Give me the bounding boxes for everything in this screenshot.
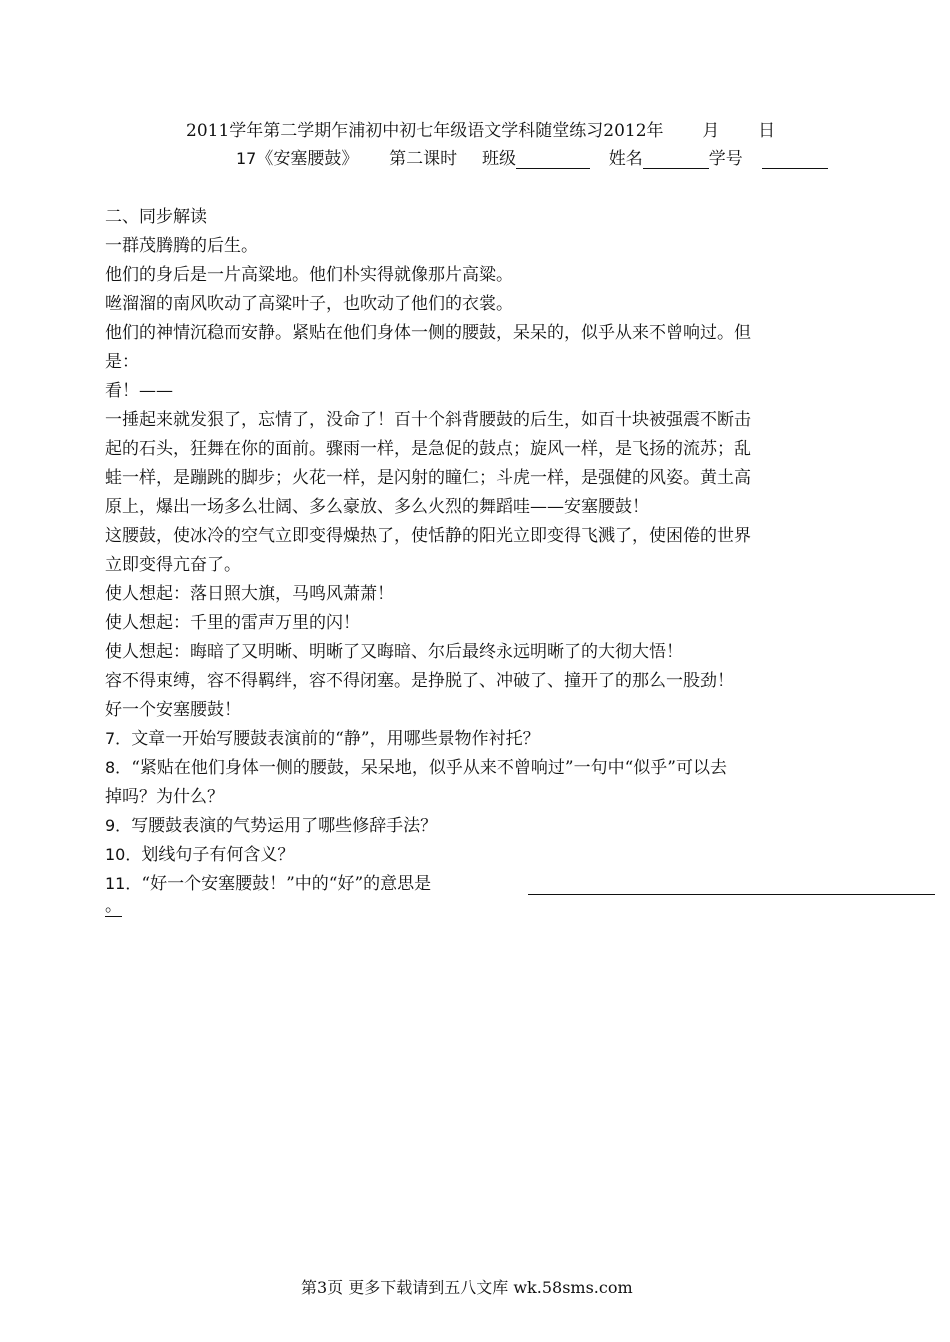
- question-number: 7．: [105, 729, 132, 748]
- header-line-1: [186, 121, 775, 141]
- passage-line: 立即变得亢奋了。: [105, 555, 241, 575]
- header-title: 2011学年第二学期乍浦初中初七年级语文学科随堂练习2012年: [186, 121, 664, 141]
- question-end-mark: 。: [105, 896, 122, 916]
- id-blank[interactable]: [762, 150, 828, 169]
- question-8: [105, 758, 727, 778]
- lesson-title: 《安塞腰鼓》: [256, 149, 359, 169]
- lesson-period: 第二课时: [389, 149, 458, 169]
- question-text: “紧贴在他们身体一侧的腰鼓，呆呆地，似乎从来不曾响过”一句中“似乎”可以去: [131, 758, 727, 778]
- page-footer: 第3页 更多下载请到五八文库 wk.58sms.com: [301, 1278, 633, 1297]
- class-label: 班级: [481, 149, 516, 169]
- passage-line: 是：: [105, 352, 139, 372]
- passage-line: 咝溜溜的南风吹动了高粱叶子，也吹动了他们的衣裳。: [105, 294, 513, 314]
- passage-line: 好一个安塞腰鼓！: [105, 700, 241, 720]
- answer-blank[interactable]: [528, 894, 935, 895]
- question-8-continued: 掉吗？为什么？: [105, 787, 224, 807]
- passage-line: 一群茂腾腾的后生。: [105, 236, 258, 256]
- question-9: [105, 816, 437, 836]
- question-text: “好一个安塞腰鼓！”中的“好”的意思是: [141, 874, 432, 894]
- passage-line: 他们的神情沉稳而安静。紧贴在他们身体一侧的腰鼓，呆呆的，似乎从来不曾响过。但: [105, 323, 751, 343]
- header-month: 月: [702, 121, 720, 141]
- passage-line: 一捶起来就发狠了，忘情了，没命了！百十个斜背腰鼓的后生，如百十块被强震不断击: [105, 410, 751, 430]
- section-title: 二、同步解读: [105, 207, 207, 227]
- passage-line: 原上，爆出一场多么壮阔、多么豪放、多么火烈的舞蹈哇——安塞腰鼓！: [105, 497, 649, 517]
- question-number: 8．: [105, 758, 132, 777]
- question-10: [105, 845, 294, 865]
- question-7: [105, 729, 540, 749]
- header-line-2: [236, 149, 828, 169]
- question-number: 11．: [105, 874, 142, 893]
- question-number: 10．: [105, 845, 142, 864]
- passage-line: 看！——: [105, 381, 173, 401]
- question-text: 划线句子有何含义？: [141, 845, 295, 865]
- question-11-end: [105, 896, 122, 916]
- lesson-number: 17: [236, 149, 257, 168]
- passage-line: 使人想起：千里的雷声万里的闪！: [105, 613, 360, 633]
- name-label: 姓名: [608, 149, 643, 169]
- name-blank[interactable]: [643, 150, 709, 169]
- question-text: 文章一开始写腰鼓表演前的“静”，用哪些景物作衬托？: [131, 729, 540, 749]
- passage-line: 蛙一样，是蹦跳的脚步；火花一样，是闪射的瞳仁；斗虎一样，是强健的风姿。黄土高: [105, 468, 751, 488]
- class-blank[interactable]: [516, 150, 590, 169]
- passage-line: 起的石头，狂舞在你的面前。骤雨一样，是急促的鼓点；旋风一样，是飞扬的流苏；乱: [105, 439, 751, 459]
- passage-line: 使人想起：晦暗了又明晰、明晰了又晦暗、尔后最终永远明晰了的大彻大悟！: [105, 642, 683, 662]
- question-number: 9．: [105, 816, 132, 835]
- header-day: 日: [758, 121, 776, 141]
- id-label: 学号: [708, 149, 743, 169]
- passage-line: 这腰鼓，使冰冷的空气立即变得燥热了，使恬静的阳光立即变得飞溅了，使困倦的世界: [105, 526, 751, 546]
- passage-line: 他们的身后是一片高粱地。他们朴实得就像那片高粱。: [105, 265, 513, 285]
- question-text: 写腰鼓表演的气势运用了哪些修辞手法？: [131, 816, 438, 836]
- passage-line: 使人想起：落日照大旗，马鸣风萧萧！: [105, 584, 394, 604]
- passage-line: 容不得束缚，容不得羁绊，容不得闭塞。是挣脱了、冲破了、撞开了的那么一股劲！: [105, 671, 734, 691]
- question-11: [105, 874, 431, 894]
